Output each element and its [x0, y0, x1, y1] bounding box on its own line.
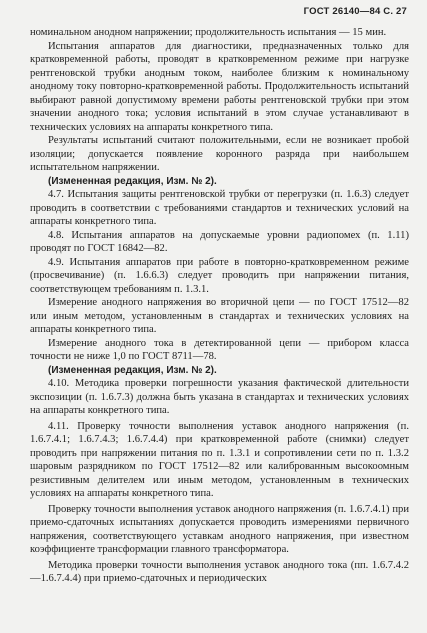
paragraph: Методика проверки точности выполнения уставок анодного тока (пп. 1.6.7.4.2—1.6.7.4.4) при приемо-сдаточных и периодических: [30, 559, 409, 584]
paragraph: 4.10. Методика проверки погрешности указания фактической длительности экспозиции (п. 1.6.7.3) должна быть указана в стандартах и технических условиях на аппараты конкретного типа.: [30, 378, 409, 416]
amendment-note: (Измененная редакция, Изм. № 2).: [48, 364, 217, 376]
paragraph: Результаты испытаний считают положительными, если не возникает пробой изоляции; допускается появление коронного разряда при наибольшем испытательном напряжении.: [30, 135, 409, 173]
paragraph: 4.7. Испытания защиты рентгеновской трубки от перегрузки (п. 1.6.3) следует проводить в соответствии с требованиями стандартов и технических условий на аппараты конкретного типа.: [30, 189, 409, 227]
document-body: [30, 26, 409, 586]
paragraph: Измерение анодного напряжения во вторичной цепи — по ГОСТ 17512—82 или иным методом, установленным в стандартах и технических условиях на аппараты конкретного типа.: [30, 297, 409, 335]
paragraph: 4.9. Испытания аппаратов при работе в повторно-кратковременном режиме (просвечивание) (п. 1.6.6.3) следует проводить при напряжении питания, соответствующем требованиям п. 1.3.1.: [30, 256, 409, 295]
paragraph: 4.11. Проверку точности выполнения уставок анодного напряжения (п. 1.6.7.4.1; 1.6.7.4.3; 1.6.7.4.4) при кратковременной работе (снимки) следует проводить при напряжении питания по п. 1.3.1 и сопротивлении сети по п. 1.3.2 шаровым разрядником по ГОСТ 17512—82 или калиброванным высокоомным резистивным делителем или иным методом, установленным в технических условиях на аппараты конкретного типа.: [30, 420, 409, 499]
paragraph: номинальном анодном напряжении; продолжительность испытания — 15 мин.: [30, 27, 387, 38]
running-header: ГОСТ 26140—84 С. 27: [303, 6, 407, 17]
amendment-note: (Измененная редакция, Изм. № 2).: [48, 175, 217, 187]
paragraph: Испытания аппаратов для диагностики, предназначенных только для кратковременной работы, проводят в кратковременном режиме при нагрузке рентгеновской трубки анодным током, наиболее близким к номинальному анодному току повторно-кратковременной работы. Продолжительность испытаний выбирают равной допустимому времени работы рентгеновской трубки при этом значении анодного тока; условия испытаний в этом случае устанавливают в технических условиях на аппараты конкретного типа.: [30, 40, 409, 133]
paragraph: Измерение анодного тока в детектированной цепи — прибором класса точности не ниже 1,0 по ГОСТ 8711—78.: [30, 337, 409, 362]
paragraph: 4.8. Испытания аппаратов на допускаемые уровни радиопомех (п. 1.11) проводят по ГОСТ 16842—82.: [30, 229, 409, 254]
paragraph: Проверку точности выполнения уставок анодного напряжения (п. 1.6.7.4.1) при приемо-сдаточных испытаниях допускается проводить измерениями первичного напряжения, соответствующего уставкам анодного напряжения, при известном коэффициенте трансформации главного трансформатора.: [30, 503, 409, 555]
